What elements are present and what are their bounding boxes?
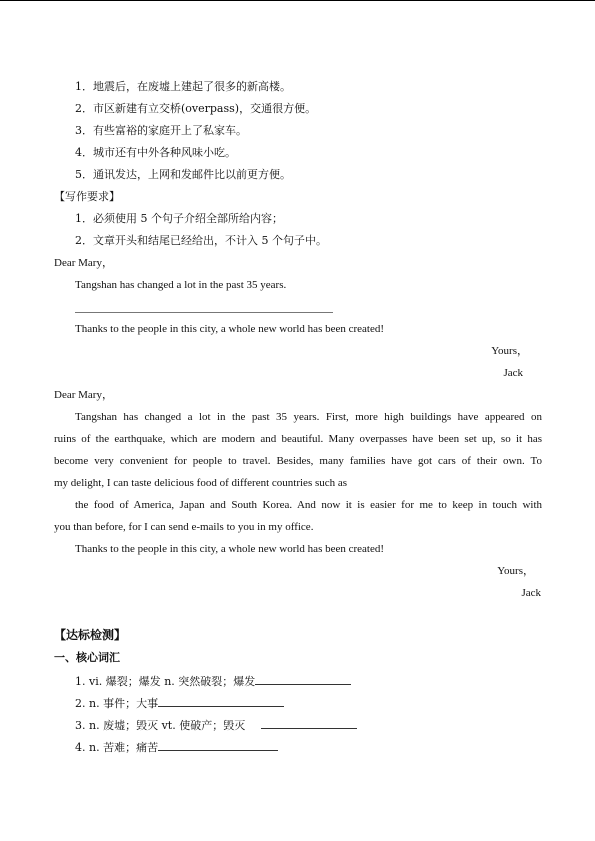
template-signature: Jack <box>503 367 523 379</box>
writing-rule-1: 1．必须使用 5 个句子介绍全部所给内容； <box>75 212 283 225</box>
vocab-item-2-blank[interactable] <box>158 695 284 707</box>
answer-blank-line <box>75 312 333 313</box>
sample-sign-off: Yours， <box>497 565 534 577</box>
requirement-item-4: 4．城市还有中外各种风味小吃。 <box>75 146 236 159</box>
vocab-item-3 <box>75 717 357 733</box>
vocab-item-3-text: 3. n. 废墟；毁灭 vt. 使破产；毁灭 <box>75 719 246 732</box>
sample-line-2: ruins of the earthquake, which are modern and beautiful. Many overpasses have been set up, so it has <box>54 433 542 445</box>
vocab-item-1 <box>75 673 351 689</box>
template-sign-off: Yours， <box>491 345 528 357</box>
template-opening: Tangshan has changed a lot in the past 35 years. <box>75 279 287 291</box>
template-greeting: Dear Mary， <box>54 257 113 269</box>
vocab-item-1-text: 1. vi. 爆裂；爆发 n. 突然破裂；爆发 <box>75 675 256 688</box>
sample-line-6: you than before, for I can send e-mails to you in my office. <box>54 521 314 533</box>
vocab-item-4-blank[interactable] <box>158 739 278 751</box>
writing-rule-2: 2．文章开头和结尾已经给出，不计入 5 个句子中。 <box>75 234 327 247</box>
sample-greeting: Dear Mary， <box>54 389 113 401</box>
sample-signature: Jack <box>521 587 541 599</box>
sample-closing: Thanks to the people in this city, a whole new world has been created! <box>75 543 385 555</box>
sample-line-1: Tangshan has changed a lot in the past 35 years. First, more high buildings have appeared on <box>75 411 542 423</box>
requirement-item-3: 3．有些富裕的家庭开上了私家车。 <box>75 124 247 137</box>
requirement-item-2: 2．市区新建有立交桥(overpass)，交通很方便。 <box>75 102 317 115</box>
writing-requirements-heading: 【写作要求】 <box>54 190 120 203</box>
vocab-item-2 <box>75 695 284 711</box>
vocab-item-4-text: 4. n. 苦难；痛苦 <box>75 741 159 754</box>
page-top-rule <box>0 0 595 1</box>
vocab-item-4 <box>75 739 278 755</box>
vocab-item-1-blank[interactable] <box>255 673 351 685</box>
sample-line-3: become very convenient for people to travel. Besides, many families have got cars of their own. To <box>54 455 542 467</box>
template-closing: Thanks to the people in this city, a whole new world has been created! <box>75 323 385 335</box>
vocab-item-2-text: 2. n. 事件；大事 <box>75 697 159 710</box>
sample-line-5: the food of America, Japan and South Korea. And now it is easier for me to keep in touch with <box>75 499 542 511</box>
requirement-item-5: 5．通讯发达，上网和发邮件比以前更方便。 <box>75 168 291 181</box>
vocab-item-3-blank[interactable] <box>261 717 357 729</box>
test-heading: 【达标检测】 <box>54 628 127 642</box>
requirement-item-1: 1．地震后，在废墟上建起了很多的新高楼。 <box>75 80 291 93</box>
vocab-heading: 一、核心词汇 <box>54 651 120 664</box>
sample-line-4: my delight, I can taste delicious food of different countries such as <box>54 477 348 489</box>
